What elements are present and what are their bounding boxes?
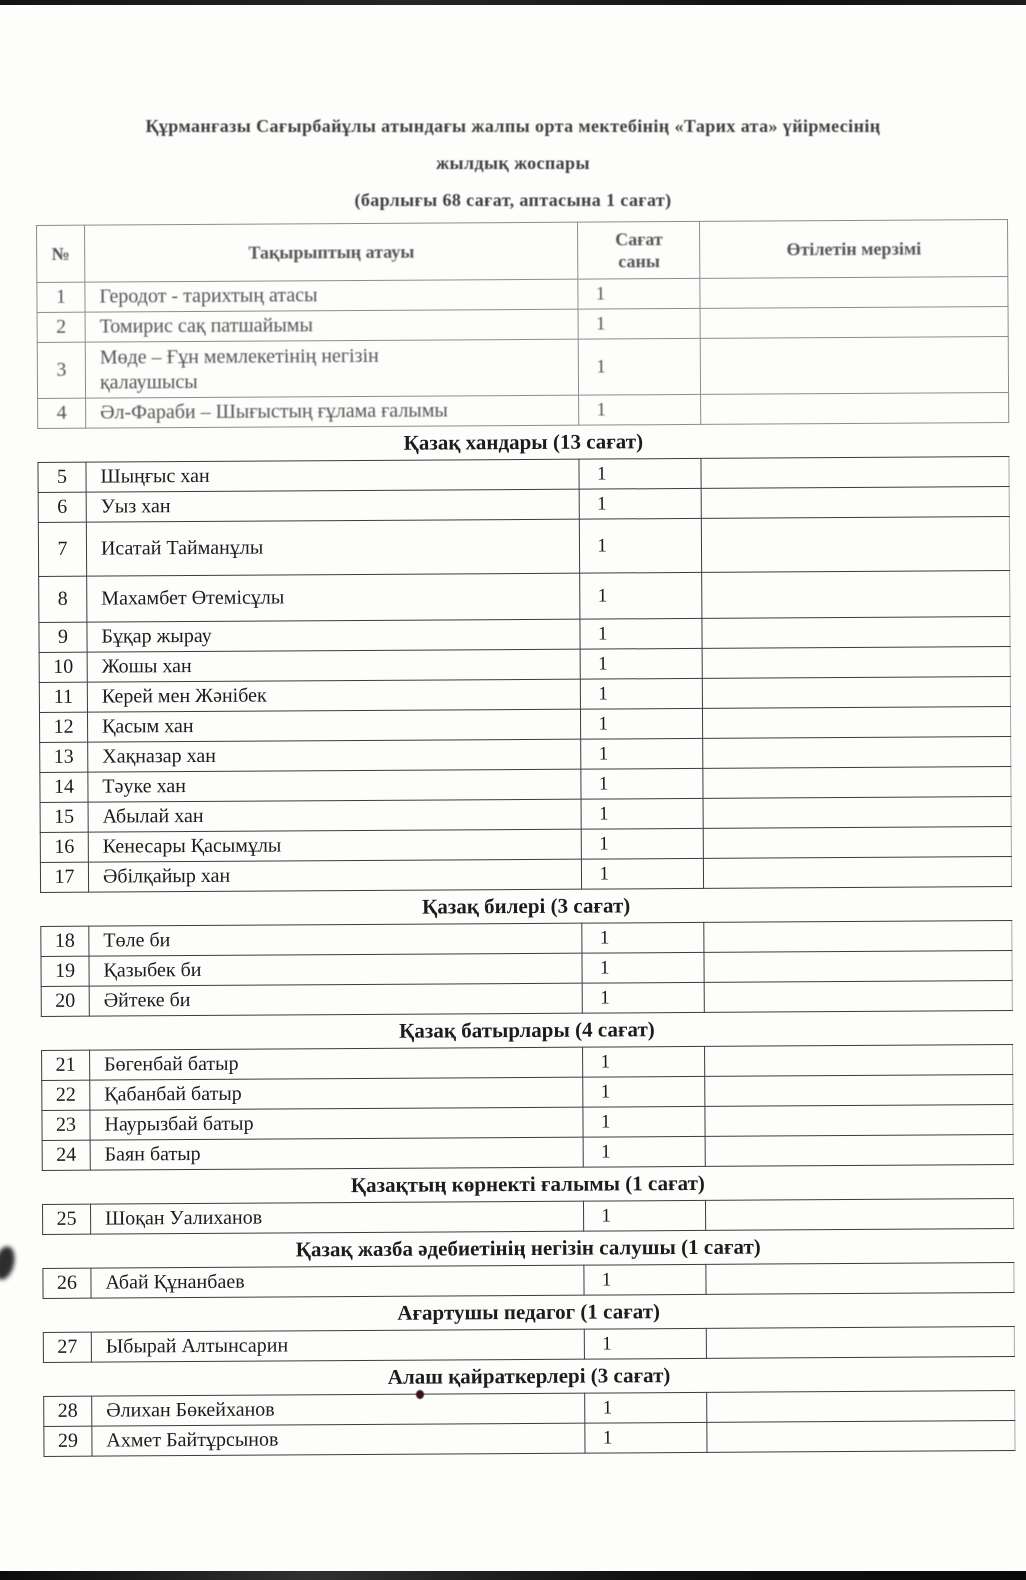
period-cell xyxy=(701,337,1009,395)
hours-cell: 1 xyxy=(581,738,703,769)
ink-smudge xyxy=(0,1244,18,1282)
topic-cell: Геродот - тарихтың атасы xyxy=(85,279,579,312)
scanner-edge-band-bottom xyxy=(0,1571,1026,1580)
topic-cell: Тәуке хан xyxy=(88,769,582,802)
row-number-cell: 15 xyxy=(40,802,88,832)
hours-cell: 1 xyxy=(581,708,703,739)
period-cell xyxy=(702,617,1010,649)
period-cell xyxy=(705,1135,1013,1167)
hours-cell: 1 xyxy=(582,922,704,953)
hours-cell: 1 xyxy=(581,678,703,709)
table-row xyxy=(37,337,1008,399)
row-number-cell: 16 xyxy=(40,832,88,862)
row-number-cell: 7 xyxy=(38,522,86,576)
row-number-cell: 24 xyxy=(42,1140,90,1170)
period-cell xyxy=(707,1327,1015,1359)
row-number-cell: 22 xyxy=(42,1080,90,1110)
row-number-cell: 20 xyxy=(41,986,89,1016)
topic-cell: Әлихан Бөкейханов xyxy=(92,1393,586,1426)
scanner-edge-band-top xyxy=(0,0,1026,5)
period-cell xyxy=(707,1421,1015,1453)
row-number-cell: 12 xyxy=(39,712,87,742)
topic-cell: Әл-Фараби – Шығыстың ғұлама ғалымы xyxy=(86,395,580,428)
topic-cell: Жошы хан xyxy=(87,649,581,682)
period-cell xyxy=(705,1045,1013,1077)
period-cell xyxy=(704,981,1012,1013)
period-cell xyxy=(700,307,1008,339)
period-cell xyxy=(702,571,1010,619)
table-header-row xyxy=(37,220,1008,283)
period-cell xyxy=(701,393,1009,425)
row-number-cell: 6 xyxy=(38,492,86,522)
period-cell xyxy=(701,487,1009,519)
period-cell xyxy=(704,857,1012,889)
topic-cell: Шыңғыс хан xyxy=(86,459,580,492)
topic-cell: Кенесары Қасымұлы xyxy=(88,829,582,862)
topic-cell: Төле би xyxy=(89,923,583,956)
topic-cell: Ыбырай Алтынсарин xyxy=(91,1329,585,1362)
hours-cell: 1 xyxy=(583,1106,705,1137)
topic-cell: Бұқар жырау xyxy=(87,619,581,652)
period-cell xyxy=(707,1391,1015,1423)
topic-cell: Қазыбек би xyxy=(89,953,583,986)
document-title xyxy=(0,108,1026,219)
row-number-cell: 2 xyxy=(37,312,85,342)
row-number-cell: 13 xyxy=(40,742,88,772)
hours-cell: 1 xyxy=(582,858,704,889)
row-number-cell: 19 xyxy=(41,956,89,986)
hours-cell: 1 xyxy=(580,572,702,619)
topic-cell: Ахмет Байтұрсынов xyxy=(92,1423,586,1456)
hours-cell: 1 xyxy=(585,1392,707,1423)
row-number-cell: 28 xyxy=(44,1396,92,1426)
topic-cell: Баян батыр xyxy=(90,1137,584,1170)
column-header-number: № xyxy=(37,225,85,282)
period-cell xyxy=(704,921,1012,953)
period-cell xyxy=(703,677,1011,709)
table-row xyxy=(38,393,1009,429)
period-cell xyxy=(705,1105,1013,1137)
period-cell xyxy=(703,767,1011,799)
topic-cell: Наурызбай батыр xyxy=(90,1107,584,1140)
row-number-cell: 8 xyxy=(39,576,87,622)
hours-cell: 1 xyxy=(580,488,702,519)
topic-cell: Мөде – Ғұн мемлекетінің негізін қалаушысы xyxy=(85,339,579,398)
topic-cell: Абай Құнанбаев xyxy=(91,1265,585,1298)
table-row xyxy=(38,517,1009,577)
hours-cell: 1 xyxy=(584,1200,706,1231)
row-number-cell: 29 xyxy=(44,1426,92,1456)
row-number-cell: 9 xyxy=(39,622,87,652)
period-cell xyxy=(704,827,1012,859)
hours-cell: 1 xyxy=(585,1328,707,1359)
hours-cell: 1 xyxy=(581,798,703,829)
hours-cell: 1 xyxy=(583,1076,705,1107)
row-number-cell: 27 xyxy=(43,1332,91,1362)
topic-cell: Исатай Тайманұлы xyxy=(86,519,580,576)
topic-cell: Қасым хан xyxy=(87,709,581,742)
period-cell xyxy=(705,1075,1013,1107)
period-cell xyxy=(702,647,1010,679)
period-cell xyxy=(704,951,1012,983)
row-number-cell: 4 xyxy=(38,398,86,428)
column-header-topic: Тақырыптың атауы xyxy=(84,222,578,282)
row-number-cell: 5 xyxy=(38,462,86,492)
title-line-1: Құрманғазы Сағырбайұлы атындағы жалпы орта мектебінің «Тарих ата» үйірмесінің xyxy=(145,116,881,136)
topic-cell: Махамбет Өтемісұлы xyxy=(87,573,581,622)
period-cell xyxy=(706,1263,1014,1295)
hours-cell: 1 xyxy=(584,1264,706,1295)
table-row xyxy=(39,571,1010,623)
row-number-cell: 23 xyxy=(42,1110,90,1140)
hours-cell: 1 xyxy=(580,618,702,649)
hours-cell: 1 xyxy=(582,828,704,859)
topic-cell: Әйтеке би xyxy=(89,983,583,1016)
topic-cell: Уыз хан xyxy=(86,489,580,522)
section-header-label: Ағартушы педагог (1 сағат) xyxy=(43,1293,1014,1333)
row-number-cell: 11 xyxy=(39,682,87,712)
period-cell xyxy=(706,1199,1014,1231)
hours-cell: 1 xyxy=(585,1422,707,1453)
row-number-cell: 1 xyxy=(37,282,85,312)
section-header-label: Қазақ хандары (13 сағат) xyxy=(38,423,1009,463)
topic-cell: Абылай хан xyxy=(88,799,582,832)
table-body xyxy=(37,277,1015,1457)
hours-cell: 1 xyxy=(579,338,701,395)
ink-dot xyxy=(416,1390,424,1399)
column-header-hours-label: Сағат саны xyxy=(615,228,663,272)
table-row xyxy=(44,1421,1015,1457)
section-header-label: Қазақ батырлары (4 сағат) xyxy=(41,1011,1012,1051)
hours-cell: 1 xyxy=(582,952,704,983)
hours-cell: 1 xyxy=(578,308,700,339)
section-header-label: Қазақ жазба әдебиетінің негізін салушы (1 сағат) xyxy=(43,1229,1014,1269)
section-header-label: Қазақ билері (3 сағат) xyxy=(41,887,1012,927)
title-line-3: (барлығы 68 сағат, аптасына 1 сағат) xyxy=(354,190,672,210)
hours-cell: 1 xyxy=(579,458,701,489)
section-header-label: Қазақтың көрнекті ғалымы (1 сағат) xyxy=(42,1165,1013,1205)
topic-cell: Бөгенбай батыр xyxy=(90,1047,584,1080)
hours-cell: 1 xyxy=(584,1136,706,1167)
column-header-hours xyxy=(578,221,700,279)
period-cell xyxy=(702,517,1010,573)
row-number-cell: 18 xyxy=(41,926,89,956)
row-number-cell: 26 xyxy=(43,1268,91,1298)
period-cell xyxy=(700,277,1008,309)
lesson-plan-table xyxy=(36,219,1016,1457)
topic-cell: Томирис сақ патшайымы xyxy=(85,309,579,342)
period-cell xyxy=(703,707,1011,739)
hours-cell: 1 xyxy=(581,648,703,679)
row-number-cell: 21 xyxy=(42,1050,90,1080)
hours-cell: 1 xyxy=(583,1046,705,1077)
column-header-period: Өтілетін мерзімі xyxy=(700,220,1008,279)
row-number-cell: 3 xyxy=(37,342,85,398)
title-line-2: жылдық жоспары xyxy=(436,153,590,173)
hours-cell: 1 xyxy=(583,982,705,1013)
topic-cell: Қабанбай батыр xyxy=(90,1077,584,1110)
hours-cell: 1 xyxy=(579,394,701,425)
topic-cell: Керей мен Жәнібек xyxy=(87,679,581,712)
hours-cell: 1 xyxy=(581,768,703,799)
row-number-cell: 14 xyxy=(40,772,88,802)
row-number-cell: 17 xyxy=(40,862,88,892)
topic-cell: Хақназар хан xyxy=(88,739,582,772)
hours-cell: 1 xyxy=(580,518,702,573)
row-number-cell: 10 xyxy=(39,652,87,682)
topic-cell: Әбілқайыр хан xyxy=(88,859,582,892)
period-cell xyxy=(703,737,1011,769)
hours-cell: 1 xyxy=(578,278,700,309)
period-cell xyxy=(701,457,1009,489)
section-header-label: Алаш қайраткерлері (3 сағат) xyxy=(43,1357,1014,1397)
period-cell xyxy=(703,797,1011,829)
row-number-cell: 25 xyxy=(42,1204,90,1234)
topic-cell: Шоқан Уалиханов xyxy=(90,1201,584,1234)
